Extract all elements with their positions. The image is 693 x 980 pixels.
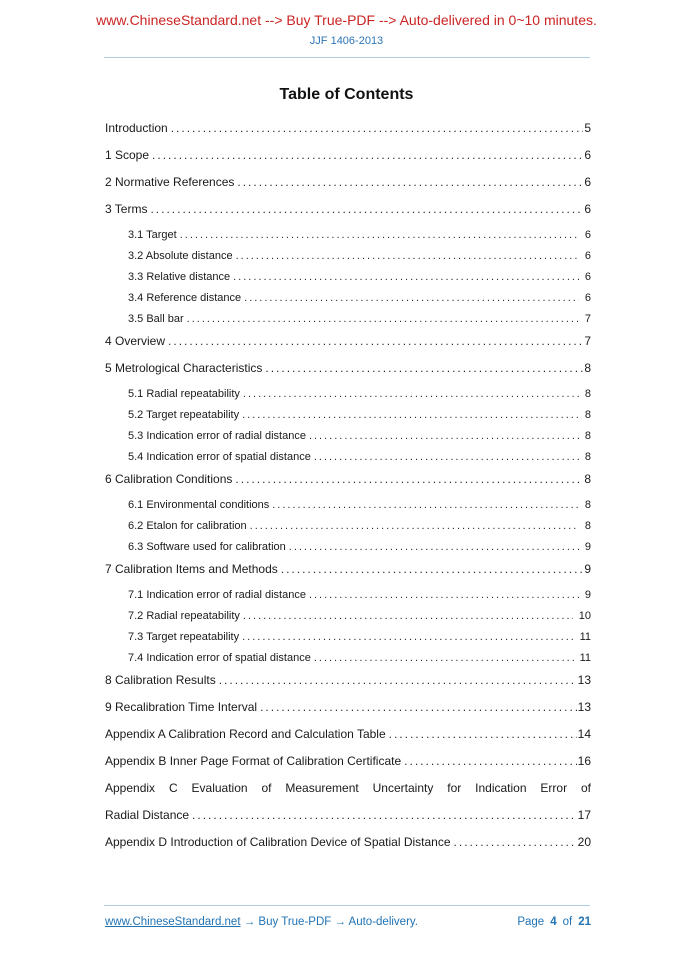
toc-entry-label: 7.2 Radial repeatability (128, 610, 240, 622)
toc-page-number: 11 (579, 652, 591, 664)
toc-entry[interactable] (105, 631, 591, 643)
toc-page-number: 8 (584, 361, 591, 375)
footer-site-link[interactable]: www.ChineseStandard.net (105, 916, 241, 928)
toc-dot-leader (250, 520, 579, 532)
toc-entry[interactable] (105, 451, 591, 463)
of-label: of (562, 916, 573, 928)
toc-page-number: 20 (577, 835, 591, 849)
toc-entry-label: Appendix A Calibration Record and Calculation Table (105, 727, 386, 741)
toc-entry-label: 3.3 Relative distance (128, 271, 231, 283)
toc-dot-leader (260, 700, 577, 714)
toc-entry-label: 3 Terms (105, 202, 148, 216)
toc-dot-leader (289, 541, 579, 553)
toc-dot-leader (152, 148, 583, 162)
toc-page-number: 8 (584, 472, 591, 486)
toc-page-number: 9 (584, 541, 591, 553)
toc-entry-label: 9 Recalibration Time Interval (105, 700, 258, 714)
toc-entry[interactable] (105, 520, 591, 532)
toc-entry[interactable] (105, 148, 591, 162)
toc-entry[interactable] (105, 271, 591, 283)
toc-entry[interactable] (105, 700, 591, 714)
toc-page-number: 8 (584, 520, 591, 532)
footer-tagline: → Buy True-PDF → Auto-delivery. (243, 916, 418, 928)
toc-dot-leader (454, 835, 577, 849)
toc-entry-label: 3.1 Target (128, 229, 177, 241)
toc-dot-leader (237, 175, 583, 189)
toc-dot-leader (309, 430, 579, 442)
page-number-total: 21 (578, 916, 591, 928)
toc-page-number: 6 (584, 271, 591, 283)
toc-page-number: 8 (584, 499, 591, 511)
toc-entry[interactable] (105, 409, 591, 421)
toc-entry-label: Appendix C Evaluation of Measurement Uncertainty for Indication Error of (105, 781, 591, 795)
toc-entry-label: Appendix D Introduction of Calibration Device of Spatial Distance (105, 835, 451, 849)
toc-entry-label: 3.4 Reference distance (128, 292, 242, 304)
toc-dot-leader (243, 610, 573, 622)
toc-dot-leader (242, 631, 573, 643)
site-banner-link[interactable]: www.ChineseStandard.net --> Buy True-PDF --> Auto-delivered in 0~10 minutes. (96, 12, 597, 28)
toc-list (105, 121, 591, 862)
toc-page-number: 7 (584, 334, 591, 348)
toc-entry-label: 8 Calibration Results (105, 673, 216, 687)
toc-entry[interactable] (105, 835, 591, 849)
toc-dot-leader (243, 388, 579, 400)
toc-dot-leader (314, 652, 574, 664)
toc-page-number: 6 (584, 175, 591, 189)
toc-dot-leader (244, 292, 579, 304)
toc-page-number: 9 (584, 562, 591, 576)
toc-entry-label: 5.1 Radial repeatability (128, 388, 240, 400)
toc-page-number: 5 (584, 121, 591, 135)
toc-page-number: 13 (577, 700, 591, 714)
toc-page-number: 8 (584, 409, 591, 421)
toc-page-number: 6 (584, 229, 591, 241)
toc-dot-leader (236, 250, 579, 262)
toc-dot-leader (272, 499, 579, 511)
page-number-current: 4 (550, 916, 557, 928)
toc-page-number: 6 (584, 148, 591, 162)
toc-dot-leader (192, 808, 577, 822)
toc-entry[interactable] (105, 334, 591, 348)
toc-entry-label: Radial Distance (105, 808, 190, 822)
toc-dot-leader (235, 472, 583, 486)
toc-entry-label: 5.2 Target repeatability (128, 409, 240, 421)
toc-dot-leader (265, 361, 583, 375)
toc-entry[interactable] (105, 292, 591, 304)
toc-dot-leader (233, 271, 579, 283)
toc-entry[interactable] (105, 430, 591, 442)
toc-dot-leader (168, 334, 583, 348)
toc-page-number: 8 (584, 388, 591, 400)
toc-dot-leader (309, 589, 579, 601)
toc-dot-leader (150, 202, 583, 216)
toc-page-number: 10 (578, 610, 591, 622)
page-indicator-label: Page (517, 916, 545, 928)
toc-page-number: 14 (577, 727, 591, 741)
toc-entry-label: 5.3 Indication error of radial distance (128, 430, 306, 442)
toc-entry-label: 7.4 Indication error of spatial distance (128, 652, 311, 664)
toc-entry[interactable] (105, 175, 591, 189)
toc-entry-label: 2 Normative References (105, 175, 235, 189)
page-indicator (517, 916, 591, 928)
toc-entry-label: 6.2 Etalon for calibration (128, 520, 247, 532)
toc-entry[interactable] (105, 610, 591, 622)
toc-entry-label: 1 Scope (105, 148, 150, 162)
toc-entry[interactable] (105, 808, 591, 822)
toc-page-number: 16 (577, 754, 591, 768)
toc-entry[interactable] (105, 562, 591, 576)
toc-page-number: 11 (579, 631, 591, 643)
toc-page-number: 9 (584, 589, 591, 601)
toc-page-number: 13 (577, 673, 591, 687)
toc-entry[interactable] (105, 250, 591, 262)
toc-entry[interactable] (105, 499, 591, 511)
toc-dot-leader (314, 451, 579, 463)
toc-entry[interactable] (105, 754, 591, 768)
toc-page-number: 6 (584, 202, 591, 216)
toc-dot-leader (389, 727, 577, 741)
toc-entry-label: 5.4 Indication error of spatial distance (128, 451, 311, 463)
page-title: Table of Contents (279, 86, 414, 103)
toc-dot-leader (171, 121, 584, 135)
toc-entry[interactable] (105, 727, 591, 741)
toc-dot-leader (404, 754, 576, 768)
toc-entry[interactable] (105, 229, 591, 241)
toc-entry-label: Appendix B Inner Page Format of Calibration Certificate (105, 754, 402, 768)
toc-page-number: 6 (584, 292, 591, 304)
toc-entry-label: 7 Calibration Items and Methods (105, 562, 278, 576)
toc-dot-leader (187, 313, 579, 325)
toc-dot-leader (242, 409, 579, 421)
toc-dot-leader (219, 673, 577, 687)
toc-entry-label: 5 Metrological Characteristics (105, 361, 263, 375)
toc-entry[interactable] (105, 202, 591, 216)
footer-divider (104, 905, 590, 906)
toc-entry-label: Introduction (105, 121, 168, 135)
toc-entry[interactable] (105, 781, 591, 795)
toc-entry[interactable] (105, 361, 591, 375)
toc-entry[interactable] (105, 313, 591, 325)
toc-page-number: 17 (577, 808, 591, 822)
standard-code: JJF 1406-2013 (309, 35, 384, 47)
toc-entry-label: 7.3 Target repeatability (128, 631, 240, 643)
toc-entry[interactable] (105, 121, 591, 135)
toc-entry-label: 7.1 Indication error of radial distance (128, 589, 306, 601)
toc-entry-label: 6.3 Software used for calibration (128, 541, 286, 553)
footer-tagline-group (105, 916, 418, 928)
toc-entry[interactable] (105, 652, 591, 664)
toc-page-number: 8 (584, 430, 591, 442)
toc-entry[interactable] (105, 541, 591, 553)
toc-entry-label: 6 Calibration Conditions (105, 472, 233, 486)
toc-entry[interactable] (105, 388, 591, 400)
toc-page-number: 7 (584, 313, 591, 325)
toc-page-number: 6 (584, 250, 591, 262)
page-footer (105, 916, 591, 928)
toc-entry[interactable] (105, 673, 591, 687)
toc-page-number: 8 (584, 451, 591, 463)
toc-entry[interactable] (105, 589, 591, 601)
toc-entry-label: 3.2 Absolute distance (128, 250, 233, 262)
toc-entry[interactable] (105, 472, 591, 486)
toc-entry-label: 6.1 Environmental conditions (128, 499, 270, 511)
toc-dot-leader (180, 229, 579, 241)
toc-entry-label: 4 Overview (105, 334, 166, 348)
header-divider (104, 57, 590, 58)
toc-dot-leader (281, 562, 584, 576)
toc-entry-label: 3.5 Ball bar (128, 313, 184, 325)
